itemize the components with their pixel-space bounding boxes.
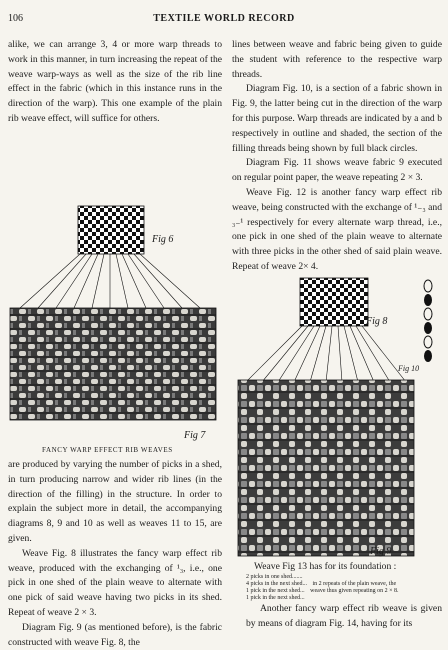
left-bottom-text [8,458,222,650]
foundation-row: 4 picks in the next shed... in 2 repeats of the plain weave, the [246,581,397,587]
foundation-row: 1 pick in the next shed... [246,595,305,601]
paragraph: Another fancy warp effect rib weave is given by means of diagram Fig. 14, having for its [246,603,442,629]
fabric-illustration-fig9 [238,380,414,556]
fig7-label: Fig 7 [184,430,206,441]
paragraph: Weave Fig. 12 is another fancy warp effect rib weave, being constructed with the exchange of ¹₋₃ and ₃₋¹ respectively for every alternate warp thread, i.e., one pick in one shed of the plain weave to alternate with three picks in the other shed of said plain weave. Repeat of weave 2× 4. [232,186,442,272]
fig-6-7-illustration [0,196,230,424]
fig9-label: Fig 9 [370,546,392,557]
page-header [0,13,448,27]
right-bottom-heading [254,560,444,575]
fig7-caption: FANCY WARP EFFECT RIB WEAVES [42,446,173,454]
fabric-illustration-fig7 [10,308,216,420]
foundation-row: 1 pick in the next shed... weave thus given repeating on 2 × 8. [246,588,399,594]
running-title: TEXTILE WORLD RECORD [153,13,295,24]
paragraph: Diagram Fig. 9 (as mentioned before), is the fabric constructed with weave Fig. 8, the [8,621,222,648]
fig10-label: Fig 10 [398,364,420,373]
paragraph: alike, we can arrange 3, 4 or more warp threads to work in this manner, in turn increasing the repeat of the weave warp-ways as well as the size of the rib line effect in the fabric (which in this instance runs in the direction of the warp). This one example of the plain rib weave effect, will suffice for others. [8,39,222,124]
paragraph: lines between weave and fabric being given to guide the student with reference to the respective warp threads. [232,39,442,80]
section-diagram-fig10 [424,280,432,362]
paragraph: Diagram Fig. 11 shows weave fabric 9 executed on regular point paper, the weave repeating 2 × 3. [232,157,442,184]
fig8-label: Fig 8 [366,316,388,327]
paragraph: are produced by varying the number of picks in a shed, in turn producing narrow and wider rib lines (in the direction of the filling) in the structure. In order to explain the subject more in detail, the accompanying diagrams 8, 9 and 10 as well as weaves 11 to 15, are given. [8,459,222,544]
weave-diagram-fig8 [300,278,368,326]
foundation-list [246,574,442,602]
weave-diagram-fig6 [78,206,144,254]
paragraph: Diagram Fig. 10, is a section of a fabric shown in Fig. 9, the latter being cut in the direction of the warp for this purpose. Warp threads are indicated by a and b respectively in outline and shaded, the section of the filling threads being shown by full black circles. [232,83,442,154]
paragraph: Weave Fig. 8 illustrates the fancy warp effect rib weave, produced with the exchanging of ¹₃, i.e., one pick in one shed of the plain weave to alternate with one pick of said weave having two picks in its shed. Repeat of weave 2 × 3. [8,547,222,618]
foundation-row: 2 picks in one shed....... [246,574,303,580]
left-top-text [8,38,222,127]
right-bottom-text [246,602,442,632]
page-number: 106 [8,13,23,24]
fig6-label: Fig 6 [152,234,174,245]
paragraph: Weave Fig 13 has for its foundation : [254,561,397,572]
right-top-text [232,38,442,275]
fig-8-9-10-illustration [232,272,446,560]
